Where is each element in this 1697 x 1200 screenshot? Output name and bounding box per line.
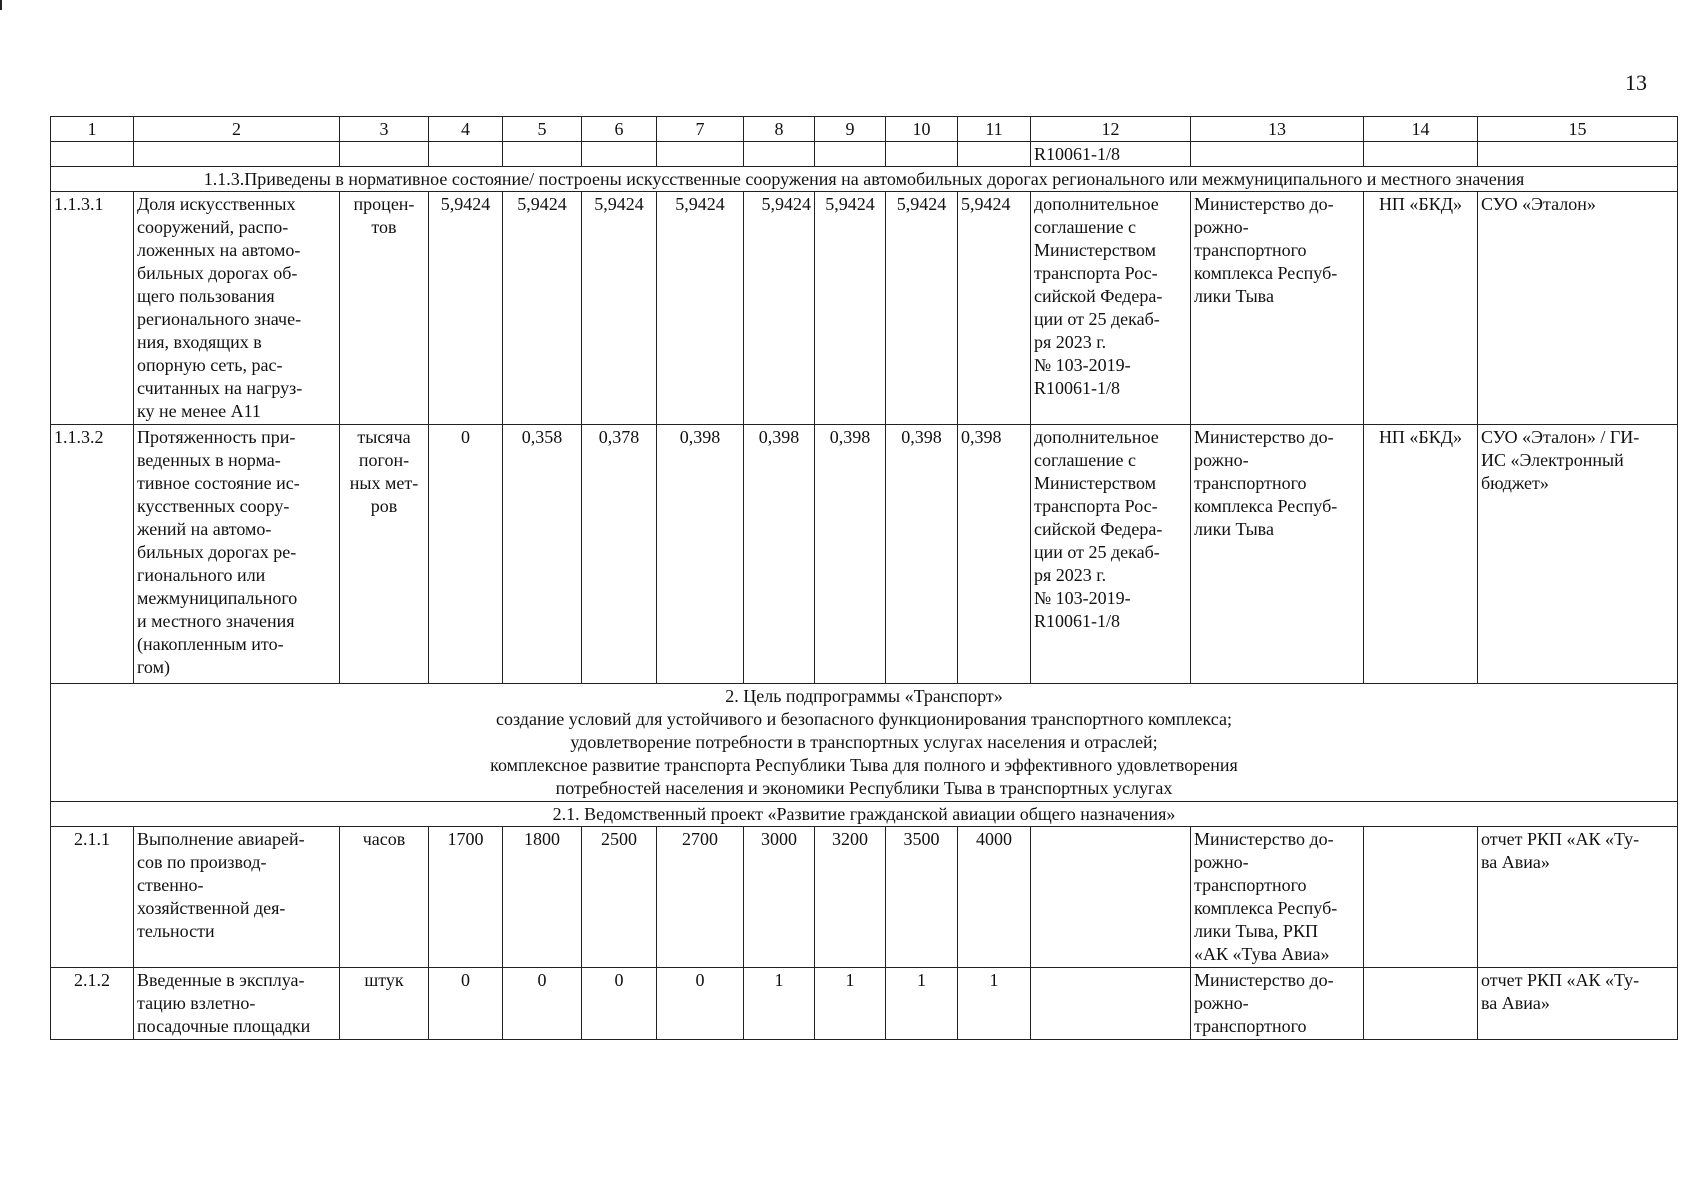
value-cell: 1700 <box>429 827 503 968</box>
section-header-row <box>51 802 1678 827</box>
table-row <box>51 827 1678 968</box>
value-cell: 0,398 <box>886 425 958 684</box>
indicator-name: Выполнение авиарей- сов по производ- ственно- хозяйственной дея- тельности <box>134 827 340 968</box>
source-cell: отчет РКП «АК «Ту- ва Авиа» <box>1478 968 1678 1040</box>
column-number-row <box>51 117 1678 142</box>
value-cell: 0,358 <box>503 425 582 684</box>
indicators-table <box>50 116 1678 1040</box>
table-cell <box>744 142 815 167</box>
table-cell <box>582 142 657 167</box>
indicator-name: Введенные в эксплуа- тацию взлетно- посадочные площадки <box>134 968 340 1040</box>
table-row <box>51 968 1678 1040</box>
col14-cell: НП «БКД» <box>1364 192 1478 425</box>
column-number: 15 <box>1478 117 1678 142</box>
value-cell: 0 <box>657 968 744 1040</box>
column-number: 5 <box>503 117 582 142</box>
source-cell: СУО «Эталон» / ГИ- ИС «Электронный бюджет» <box>1478 425 1678 684</box>
basis-cell: дополнительное соглашение с Министерством транспорта Рос- сийской Федера- ции от 25 декаб- ря 2023 г. № 103-2019- R10061-1/8 <box>1031 192 1191 425</box>
value-cell: 0,398 <box>744 425 815 684</box>
goal-line: удовлетворение потребности в транспортных услугах населения и отраслей; <box>570 732 1158 752</box>
source-cell: отчет РКП «АК «Ту- ва Авиа» <box>1478 827 1678 968</box>
responsible-cell: Министерство до- рожно- транспортного комплекса Респуб- лики Тыва, РКП «АК «Тува Авиа» <box>1191 827 1364 968</box>
value-cell: 3000 <box>744 827 815 968</box>
value-cell: 2700 <box>657 827 744 968</box>
table-cell <box>958 142 1031 167</box>
value-cell: 1 <box>744 968 815 1040</box>
value-cell: 5,9424 <box>958 192 1031 425</box>
column-number: 1 <box>51 117 134 142</box>
table-cell <box>51 142 134 167</box>
value-cell: 0,398 <box>657 425 744 684</box>
value-cell: 2500 <box>582 827 657 968</box>
table-cell <box>815 142 886 167</box>
value-cell: 5,9424 <box>657 192 744 425</box>
unit-cell: часов <box>340 827 429 968</box>
value-cell: 5,9424 <box>582 192 657 425</box>
value-cell: 1 <box>958 968 1031 1040</box>
table-row <box>51 425 1678 684</box>
table-cell <box>1364 142 1478 167</box>
section-heading-2-1: 2.1. Ведомственный проект «Развитие гражданской авиации общего назначения» <box>51 802 1678 827</box>
indicator-name: Доля искусственных сооружений, распо- ложенных на автомо- бильных дорогах об- щего пользования регионального значе- ния, входящих в опорную сеть, рас- считанных на нагруз- ку не менее А11 <box>134 192 340 425</box>
value-cell: 0 <box>429 425 503 684</box>
column-number: 3 <box>340 117 429 142</box>
table-cell <box>1191 142 1364 167</box>
row-code: 2.1.1 <box>51 827 134 968</box>
col14-cell <box>1364 827 1478 968</box>
value-cell: 1800 <box>503 827 582 968</box>
indicator-name: Протяженность при- веденных в норма- тивное состояние ис- кусственных соору- жений на автомо- бильных дорогах ре- гионального или межмуниципального и местного значения (накопленным ито- гом) <box>134 425 340 684</box>
basis-cell: R10061-1/8 <box>1031 142 1191 167</box>
table-cell <box>429 142 503 167</box>
goal-block <box>51 684 1678 802</box>
goal-row <box>51 684 1678 802</box>
scan-corner-mark <box>0 0 2 10</box>
column-number: 13 <box>1191 117 1364 142</box>
table-row <box>51 192 1678 425</box>
column-number: 2 <box>134 117 340 142</box>
column-number: 14 <box>1364 117 1478 142</box>
col14-cell: НП «БКД» <box>1364 425 1478 684</box>
basis-cell <box>1031 968 1191 1040</box>
section-heading-1-1-3: 1.1.3.Приведены в нормативное состояние/ построены искусственные сооружения на автомобильных дорогах регионального или межмуниципального и местного значения <box>51 167 1678 192</box>
goal-title: 2. Цель подпрограммы «Транспорт» <box>725 686 1003 706</box>
column-number: 12 <box>1031 117 1191 142</box>
value-cell: 0 <box>582 968 657 1040</box>
responsible-cell: Министерство до- рожно- транспортного комплекса Респуб- лики Тыва <box>1191 192 1364 425</box>
column-number: 7 <box>657 117 744 142</box>
value-cell: 1 <box>815 968 886 1040</box>
row-code: 1.1.3.1 <box>51 192 134 425</box>
value-cell: 0,378 <box>582 425 657 684</box>
column-number: 6 <box>582 117 657 142</box>
section-header-row <box>51 167 1678 192</box>
value-cell: 5,9424 <box>503 192 582 425</box>
row-code: 1.1.3.2 <box>51 425 134 684</box>
basis-cell: дополнительное соглашение с Министерством транспорта Рос- сийской Федера- ции от 25 декаб- ря 2023 г. № 103-2019- R10061-1/8 <box>1031 425 1191 684</box>
column-number: 11 <box>958 117 1031 142</box>
table-cell <box>503 142 582 167</box>
table-cell <box>1478 142 1678 167</box>
value-cell: 0,398 <box>815 425 886 684</box>
value-cell: 3200 <box>815 827 886 968</box>
column-number: 9 <box>815 117 886 142</box>
value-cell: 5,9424 <box>744 192 815 425</box>
goal-line: потребностей населения и экономики Республики Тыва в транспортных услугах <box>555 778 1173 798</box>
goal-line: создание условий для устойчивого и безопасного функционирования транспортного комплекса; <box>496 709 1232 729</box>
table-cell <box>134 142 340 167</box>
unit-cell: штук <box>340 968 429 1040</box>
responsible-cell: Министерство до- рожно- транспортного <box>1191 968 1364 1040</box>
value-cell: 4000 <box>958 827 1031 968</box>
value-cell: 1 <box>886 968 958 1040</box>
goal-line: комплексное развитие транспорта Республики Тыва для полного и эффективного удовлетворения <box>490 755 1238 775</box>
value-cell: 5,9424 <box>815 192 886 425</box>
col14-cell <box>1364 968 1478 1040</box>
value-cell: 3500 <box>886 827 958 968</box>
table-cell <box>340 142 429 167</box>
table-cell <box>657 142 744 167</box>
unit-cell: процен- тов <box>340 192 429 425</box>
row-code: 2.1.2 <box>51 968 134 1040</box>
column-number: 4 <box>429 117 503 142</box>
page-number: 13 <box>1625 70 1647 95</box>
unit-cell: тысяча погон- ных мет- ров <box>340 425 429 684</box>
value-cell: 5,9424 <box>886 192 958 425</box>
table-cell <box>886 142 958 167</box>
value-cell: 5,9424 <box>429 192 503 425</box>
continuation-row <box>51 142 1678 167</box>
basis-cell <box>1031 827 1191 968</box>
responsible-cell: Министерство до- рожно- транспортного комплекса Респуб- лики Тыва <box>1191 425 1364 684</box>
value-cell: 0 <box>503 968 582 1040</box>
value-cell: 0 <box>429 968 503 1040</box>
column-number: 10 <box>886 117 958 142</box>
column-number: 8 <box>744 117 815 142</box>
value-cell: 0,398 <box>958 425 1031 684</box>
source-cell: СУО «Эталон» <box>1478 192 1678 425</box>
